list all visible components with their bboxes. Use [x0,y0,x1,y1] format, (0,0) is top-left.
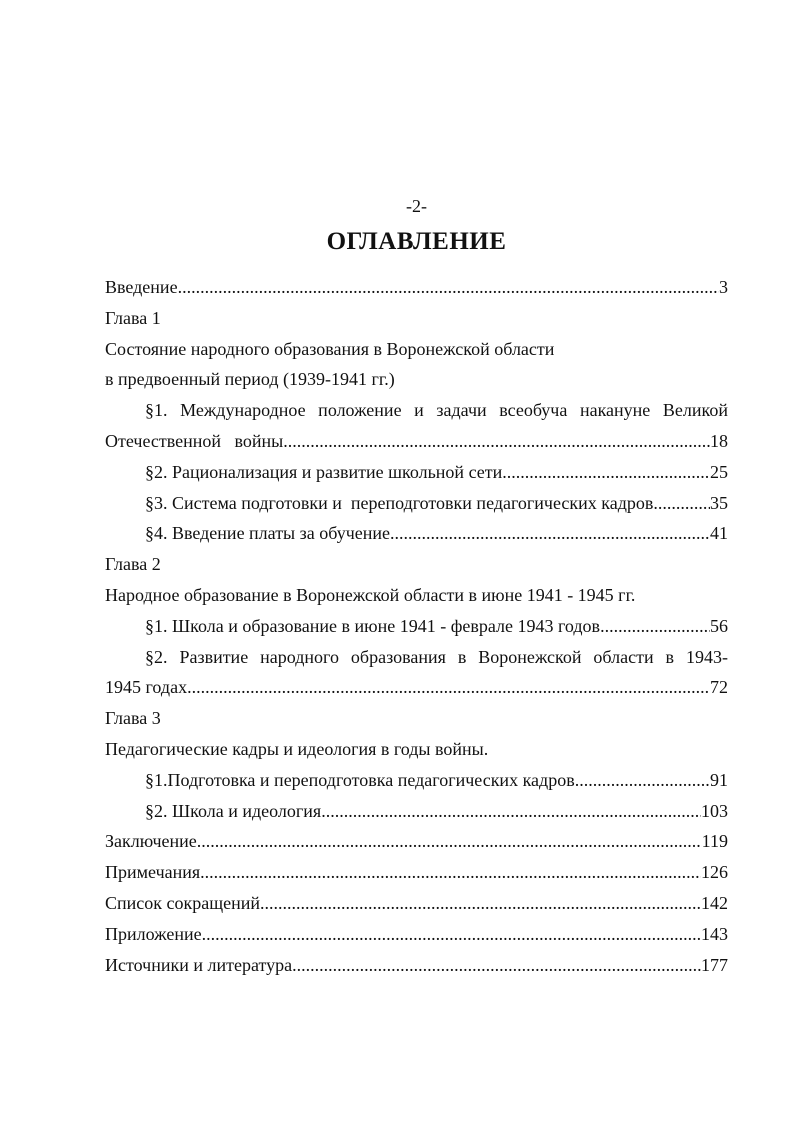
toc-entry-text: Глава 3 [105,708,161,729]
toc-entry-page: 119 [701,831,728,852]
toc-entry-text: Приложение [105,923,202,944]
toc-entry [105,828,728,859]
toc-entry-page: 103 [701,800,728,821]
toc-entry-text: Список сокращений [105,892,260,913]
toc-entry-page: 142 [701,892,728,913]
chapter-heading [105,551,728,582]
toc-entry-page: 35 [710,492,728,513]
page-number: -2- [406,196,427,216]
chapter-title [105,366,728,397]
toc-entry-text: Народное образование в Воронежской области в июне 1941 - 1945 гг. [105,584,636,605]
toc-entry-text: Педагогические кадры и идеология в годы войны. [105,738,489,759]
toc-entry-text: §4. Введение платы за обучение [145,523,391,544]
dot-leader [600,613,710,644]
toc-entry-text: Заключение [105,831,197,852]
toc-entry [105,520,728,551]
toc-entry-page: 72 [710,677,728,698]
dot-leader [292,952,701,983]
dot-leader [653,490,710,521]
toc-entry-page: 41 [710,523,728,544]
toc-entry [105,921,728,952]
toc-entry [105,890,728,921]
chapter-title [105,582,728,613]
toc-entry [105,274,728,305]
dot-leader [575,767,710,798]
page-title: ОГЛАВЛЕНИЕ [326,228,507,255]
toc-entry-text: Отечественной войны [105,430,284,451]
dot-leader [260,890,701,921]
toc-entry-text: §1. Школа и образование в июне 1941 - феврале 1943 годов [145,615,601,636]
chapter-title [105,736,728,767]
toc-entry-text: в предвоенный период (1939-1941 гг.) [105,369,395,390]
toc-entry-text: Примечания [105,862,201,883]
toc-entry-text: 1945 годах [105,677,188,698]
toc-entry-text: Глава 1 [105,307,161,328]
table-of-contents [105,274,728,982]
toc-entry [105,459,728,490]
toc-entry [105,859,728,890]
toc-entry-page: 126 [701,862,728,883]
toc-entry [105,397,728,428]
toc-entry [105,798,728,829]
toc-entry-text: §2. Школа и идеология [145,800,322,821]
toc-entry-text: §2. Рационализация и развитие школьной сети [145,461,503,482]
dot-leader [187,674,710,705]
dot-leader [321,798,701,829]
toc-entry-page: 3 [719,277,728,297]
dot-leader [202,921,701,952]
toc-entry-text: §1.Подготовка и переподготовка педагогических кадров [145,769,575,790]
toc-entry-text: §3. Система подготовки и переподготовки педагогических кадров [145,492,654,513]
toc-entry-page: 18 [710,430,728,451]
toc-entry [105,490,728,521]
dot-leader [178,274,719,305]
toc-entry-page: 143 [701,923,728,944]
chapter-heading [105,305,728,336]
toc-entry-page: 25 [710,461,728,482]
dot-leader [197,828,702,859]
toc-entry-page: 91 [710,769,728,790]
dot-leader [502,459,710,490]
chapter-title [105,336,728,367]
toc-entry-text: §1. Международное положение и задачи всеобуча накануне Великой [145,400,728,421]
dot-leader [390,520,710,551]
toc-entry-page: 56 [710,615,728,636]
dot-leader [283,428,710,459]
toc-entry [105,674,728,705]
toc-entry [105,767,728,798]
toc-entry-text: Состояние народного образования в Воронежской области [105,338,555,359]
toc-entry-text: Введение [105,277,178,297]
toc-entry [105,952,728,983]
toc-entry-text: Глава 2 [105,554,161,575]
toc-entry-text: §2. Развитие народного образования в Воронежской области в 1943- [145,646,728,667]
toc-entry [105,644,728,675]
toc-entry [105,428,728,459]
toc-entry-text: Источники и литература [105,954,293,975]
toc-entry [105,613,728,644]
chapter-heading [105,705,728,736]
dot-leader [200,859,701,890]
toc-entry-page: 177 [701,954,728,975]
